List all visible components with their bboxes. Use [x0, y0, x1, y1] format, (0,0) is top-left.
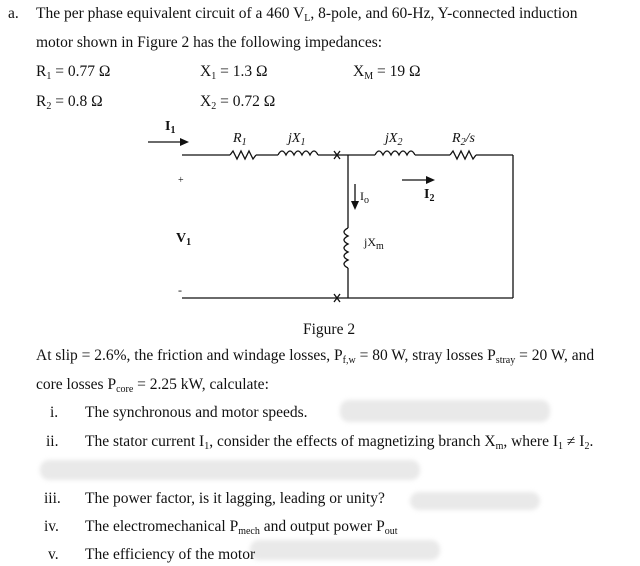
input-current-arrowhead — [180, 138, 189, 146]
label-r2s: $R_2/s$ — [452, 131, 475, 148]
redaction-blur — [410, 492, 540, 510]
problem-label: a. — [8, 5, 19, 22]
i2-arrowhead — [426, 176, 435, 184]
terminal-plus: + — [178, 175, 184, 186]
label-i1: $I_1$ — [165, 119, 176, 136]
redaction-blur — [340, 400, 550, 422]
question-number: v. — [48, 546, 59, 563]
x2-inductor — [375, 151, 415, 155]
conditions-line2: core losses $P_{core} = 2.25$ kW, calculate: — [36, 376, 269, 395]
label-v1: $V_1$ — [176, 231, 192, 248]
impedance-r1: $R_1 = 0.77$ Ω — [36, 63, 111, 82]
io-arrowhead — [351, 201, 359, 210]
figure-caption: Figure 2 — [303, 321, 356, 338]
impedance-x1: $X_1 = 1.3$ Ω — [200, 63, 268, 82]
label-r1: $R_1$ — [233, 131, 247, 148]
label-io: $I_o$ — [360, 189, 369, 206]
conditions-line1: At slip = 2.6%, the friction and windage losses, $P_{f,w} = 80$ W, stray losses $P_{stray} = 20$ W, and — [36, 347, 595, 366]
r2s-resistor — [450, 151, 476, 159]
redaction-blur — [40, 460, 420, 480]
question-number: i. — [50, 404, 59, 421]
impedance-r2: $R_2 = 0.8$ Ω — [36, 93, 103, 112]
r1-resistor — [230, 151, 256, 159]
question-text: The electromechanical $P_{mech}$ and output power $P_{out}$ — [85, 518, 398, 537]
question-number: ii. — [46, 433, 59, 450]
problem-intro-line2: motor shown in Figure 2 has the following impedances: — [36, 34, 383, 51]
problem-intro-line1: The per phase equivalent circuit of a 460 $V_L$, 8-pole, and 60-Hz, Y-connected induction — [36, 5, 578, 24]
xm-inductor — [344, 228, 348, 268]
question-text: The efficiency of the motor — [85, 546, 256, 563]
label-i2: $I_2$ — [424, 187, 435, 204]
question-text: The power factor, is it lagging, leading or unity? — [85, 490, 385, 507]
impedance-x2: $X_2 = 0.72$ Ω — [200, 93, 276, 112]
x1-inductor — [278, 151, 318, 155]
question-text: The synchronous and motor speeds. — [85, 404, 308, 421]
terminal-minus: - — [178, 283, 182, 297]
label-jx1: $jX_1$ — [288, 131, 306, 148]
question-text: The stator current $I_1$, consider the effects of magnetizing branch $X_m$, where $I_1 \ne I_2$. — [85, 433, 594, 452]
redaction-blur — [250, 540, 440, 560]
impedance-xm: $X_M = 19$ Ω — [353, 63, 421, 82]
question-number: iv. — [44, 518, 59, 535]
label-jx2: $jX_2$ — [385, 131, 403, 148]
label-jxm: $jX_m$ — [364, 235, 384, 252]
question-number: iii. — [44, 490, 61, 507]
